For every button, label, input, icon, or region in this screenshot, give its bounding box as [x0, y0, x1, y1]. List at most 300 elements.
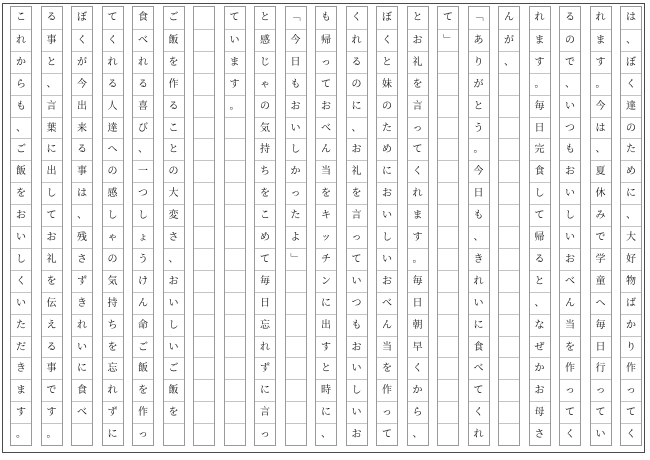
manuscript-cell: れ — [469, 270, 489, 293]
manuscript-cell: 、 — [347, 117, 367, 140]
manuscript-cell: の — [103, 160, 123, 183]
manuscript-cell — [194, 182, 214, 205]
manuscript-cell: し — [42, 182, 62, 205]
manuscript-cell: 喜 — [133, 95, 153, 118]
manuscript-cell: 時 — [316, 379, 336, 402]
manuscript-cell — [499, 182, 519, 205]
manuscript-cell: っ — [347, 226, 367, 249]
manuscript-column — [376, 6, 398, 446]
manuscript-cell: い — [72, 336, 92, 359]
manuscript-cell: 食 — [530, 160, 550, 183]
manuscript-cell: く — [103, 29, 123, 52]
manuscript-cell: の — [255, 95, 275, 118]
manuscript-cell: 、 — [72, 204, 92, 227]
manuscript-cell: れ — [469, 423, 489, 446]
manuscript-cell: く — [72, 29, 92, 52]
manuscript-cell: 忘 — [255, 314, 275, 337]
manuscript-cell: 出 — [72, 95, 92, 118]
manuscript-cell: を — [408, 73, 428, 96]
manuscript-cell — [499, 423, 519, 446]
manuscript-cell — [438, 248, 458, 271]
manuscript-cell: け — [133, 270, 153, 293]
manuscript-cell — [286, 336, 306, 359]
manuscript-cell — [225, 248, 245, 271]
manuscript-cell: い — [560, 182, 580, 205]
manuscript-cell: い — [164, 336, 184, 359]
manuscript-cell: 、 — [621, 204, 641, 227]
manuscript-cell: き — [72, 292, 92, 315]
manuscript-column — [71, 6, 93, 446]
manuscript-cell — [499, 95, 519, 118]
manuscript-cell: 言 — [255, 401, 275, 424]
manuscript-cell: し — [103, 204, 123, 227]
manuscript-cell: 、 — [164, 248, 184, 271]
manuscript-cell: に — [469, 314, 489, 337]
manuscript-cell — [194, 379, 214, 402]
manuscript-cell: ご — [168, 12, 179, 23]
manuscript-cell: れ — [255, 336, 275, 359]
manuscript-cell: し — [286, 138, 306, 161]
manuscript-cell: 持 — [255, 138, 275, 161]
manuscript-cell: 学 — [591, 248, 611, 271]
manuscript-cell: し — [560, 204, 580, 227]
manuscript-cell — [438, 379, 458, 402]
manuscript-cell: る — [46, 12, 57, 23]
manuscript-cell: 、 — [621, 29, 641, 52]
manuscript-cell: 飯 — [133, 357, 153, 380]
manuscript-cell: 飯 — [11, 160, 31, 183]
manuscript-cell: 行 — [591, 357, 611, 380]
manuscript-cell: す — [42, 401, 62, 424]
manuscript-cell: に — [347, 95, 367, 118]
manuscript-cell — [438, 292, 458, 315]
manuscript-cell: っ — [255, 423, 275, 446]
manuscript-cell: も — [11, 95, 31, 118]
manuscript-column — [346, 6, 368, 446]
manuscript-cell: と — [42, 51, 62, 74]
manuscript-cell: る — [133, 73, 153, 96]
manuscript-cell: か — [11, 51, 31, 74]
manuscript-column — [254, 6, 276, 446]
manuscript-cell: も — [469, 204, 489, 227]
manuscript-cell: ま — [591, 29, 611, 52]
manuscript-cell: ま — [11, 379, 31, 402]
manuscript-cell — [194, 423, 214, 446]
manuscript-cell: 、 — [316, 423, 336, 446]
manuscript-cell: い — [11, 292, 31, 315]
manuscript-cell: い — [347, 401, 367, 424]
manuscript-cell: キ — [316, 204, 336, 227]
manuscript-cell: ょ — [133, 226, 153, 249]
manuscript-cell: ﹂ — [286, 248, 306, 271]
manuscript-cell: っ — [377, 401, 397, 424]
manuscript-cell: い — [286, 117, 306, 140]
manuscript-cell: 物 — [621, 270, 641, 293]
manuscript-cell: す — [530, 51, 550, 74]
manuscript-cell: な — [530, 314, 550, 337]
manuscript-cell: 日 — [469, 182, 489, 205]
manuscript-cell: た — [621, 138, 641, 161]
manuscript-cell: て — [591, 401, 611, 424]
manuscript-cell: る — [103, 73, 123, 96]
manuscript-cell: へ — [591, 292, 611, 315]
manuscript-cell: ぼ — [621, 51, 641, 74]
manuscript-cell: お — [377, 182, 397, 205]
manuscript-cell: べ — [133, 29, 153, 52]
manuscript-column — [41, 6, 63, 446]
manuscript-cell: て — [530, 204, 550, 227]
manuscript-cell: 達 — [103, 117, 123, 140]
manuscript-cell — [194, 138, 214, 161]
manuscript-cell: る — [347, 51, 367, 74]
manuscript-cell: か — [408, 379, 428, 402]
manuscript-cell — [438, 204, 458, 227]
manuscript-cell: 飯 — [164, 379, 184, 402]
manuscript-cell: に — [316, 401, 336, 424]
manuscript-cell — [438, 138, 458, 161]
manuscript-cell — [499, 379, 519, 402]
manuscript-cell: ぜ — [530, 336, 550, 359]
manuscript-cell: ン — [316, 270, 336, 293]
manuscript-cell: 一 — [133, 160, 153, 183]
manuscript-cell — [225, 117, 245, 140]
manuscript-cell: 言 — [42, 95, 62, 118]
manuscript-cell: め — [255, 226, 275, 249]
manuscript-cell: て — [229, 12, 240, 23]
manuscript-cell: 人 — [103, 95, 123, 118]
manuscript-cell: さ — [530, 423, 550, 446]
manuscript-cell: を — [42, 270, 62, 293]
manuscript-cell: に — [316, 292, 336, 315]
manuscript-cell: に — [103, 423, 123, 446]
manuscript-cell — [225, 292, 245, 315]
manuscript-cell: べ — [316, 117, 336, 140]
manuscript-cell — [438, 314, 458, 337]
manuscript-cell: 。 — [11, 423, 31, 446]
manuscript-cell — [438, 117, 458, 140]
manuscript-cell: く — [11, 270, 31, 293]
manuscript-cell: 朝 — [408, 314, 428, 337]
manuscript-cell: 今 — [469, 160, 489, 183]
manuscript-cell: 忘 — [103, 357, 123, 380]
manuscript-cell: も — [321, 12, 331, 23]
manuscript-cell: お — [316, 95, 336, 118]
manuscript-cell: 持 — [103, 292, 123, 315]
manuscript-column — [407, 6, 429, 446]
manuscript-cell — [499, 357, 519, 380]
manuscript-cell: い — [560, 226, 580, 249]
manuscript-cell: 。 — [591, 73, 611, 96]
manuscript-cell — [438, 226, 458, 249]
manuscript-cell: れ — [534, 12, 545, 23]
manuscript-cell — [286, 292, 306, 315]
manuscript-cell: る — [565, 12, 575, 23]
manuscript-column — [10, 6, 32, 446]
manuscript-cell: っ — [316, 51, 336, 74]
manuscript-cell: い — [591, 423, 611, 446]
manuscript-cell: 事 — [42, 29, 62, 52]
manuscript-cell: ま — [530, 29, 550, 52]
manuscript-cell: チ — [316, 248, 336, 271]
manuscript-cell: て — [560, 401, 580, 424]
manuscript-cell: 帰 — [316, 29, 336, 52]
manuscript-cell: っ — [408, 117, 428, 140]
manuscript-cell: く — [469, 401, 489, 424]
manuscript-cell: は — [591, 117, 611, 140]
manuscript-cell: 変 — [164, 204, 184, 227]
manuscript-cell: れ — [11, 29, 31, 52]
manuscript-cell — [225, 270, 245, 293]
manuscript-cell: べ — [469, 357, 489, 380]
manuscript-cell — [499, 73, 519, 96]
manuscript-cell: お — [530, 379, 550, 402]
manuscript-cell: 作 — [560, 357, 580, 380]
manuscript-cell: し — [530, 182, 550, 205]
manuscript-cell: 、 — [469, 226, 489, 249]
manuscript-cell: を — [164, 401, 184, 424]
manuscript-cell: く — [621, 423, 641, 446]
manuscript-cell — [194, 270, 214, 293]
manuscript-cell: 、 — [499, 51, 519, 74]
manuscript-cell: お — [164, 270, 184, 293]
manuscript-cell — [225, 160, 245, 183]
manuscript-cell: 好 — [621, 248, 641, 271]
manuscript-cell: 母 — [530, 401, 550, 424]
manuscript-cell — [499, 401, 519, 424]
manuscript-cell: い — [377, 204, 397, 227]
manuscript-cell — [438, 182, 458, 205]
manuscript-cell: 今 — [286, 29, 306, 52]
manuscript-cell: え — [42, 314, 62, 337]
manuscript-cell — [72, 423, 92, 446]
manuscript-cell: す — [408, 226, 428, 249]
manuscript-cell: き — [469, 248, 489, 271]
manuscript-cell: み — [591, 204, 611, 227]
manuscript-cell: 礼 — [408, 51, 428, 74]
manuscript-cell: も — [286, 73, 306, 96]
manuscript-cell: 、 — [11, 117, 31, 140]
manuscript-cell — [499, 204, 519, 227]
manuscript-cell: で — [42, 379, 62, 402]
manuscript-cell: い — [11, 226, 31, 249]
manuscript-cell: 食 — [469, 336, 489, 359]
manuscript-cell: と — [412, 12, 423, 23]
manuscript-cell: い — [225, 29, 245, 52]
manuscript-cell: 出 — [42, 160, 62, 183]
manuscript-cell: し — [164, 314, 184, 337]
manuscript-cell — [438, 73, 458, 96]
manuscript-column — [102, 6, 124, 446]
manuscript-cell: ま — [408, 204, 428, 227]
manuscript-cell: の — [164, 160, 184, 183]
manuscript-cell: ち — [103, 314, 123, 337]
manuscript-cell: き — [11, 357, 31, 380]
manuscript-cell — [286, 314, 306, 337]
manuscript-cell: で — [591, 226, 611, 249]
manuscript-cell — [225, 357, 245, 380]
manuscript-cell: 。 — [408, 248, 428, 271]
manuscript-cell: 作 — [621, 357, 641, 380]
manuscript-cell: く — [560, 423, 580, 446]
manuscript-cell — [225, 226, 245, 249]
manuscript-cell: し — [377, 226, 397, 249]
manuscript-cell — [499, 226, 519, 249]
manuscript-cell: 作 — [133, 401, 153, 424]
manuscript-cell — [194, 7, 214, 29]
manuscript-cell: べ — [72, 401, 92, 424]
manuscript-cell: つ — [560, 117, 580, 140]
manuscript-cell: 言 — [408, 95, 428, 118]
manuscript-cell — [225, 204, 245, 227]
manuscript-cell: 当 — [377, 336, 397, 359]
manuscript-cell: っ — [133, 423, 153, 446]
manuscript-cell: が — [72, 51, 92, 74]
manuscript-cell: く — [621, 73, 641, 96]
manuscript-cell — [194, 160, 214, 183]
manuscript-cell: 礼 — [42, 248, 62, 271]
manuscript-cell — [194, 248, 214, 271]
manuscript-cell: す — [11, 401, 31, 424]
manuscript-cell: お — [347, 423, 367, 446]
manuscript-cell: が — [469, 73, 489, 96]
manuscript-cell: 、 — [530, 292, 550, 315]
manuscript-cell: ず — [103, 401, 123, 424]
manuscript-cell: 。 — [530, 73, 550, 96]
manuscript-column — [620, 6, 642, 446]
manuscript-cell: れ — [133, 51, 153, 74]
manuscript-cell: を — [133, 379, 153, 402]
manuscript-cell: 。 — [469, 138, 489, 161]
manuscript-cell — [438, 95, 458, 118]
manuscript-cell: 。 — [225, 95, 245, 118]
manuscript-cell: 毎 — [408, 270, 428, 293]
manuscript-cell — [194, 336, 214, 359]
manuscript-cell: て — [42, 204, 62, 227]
manuscript-cell: て — [107, 12, 118, 23]
manuscript-cell: っ — [621, 379, 641, 402]
manuscript-cell — [286, 423, 306, 446]
manuscript-cell: よ — [286, 226, 306, 249]
manuscript-column — [559, 6, 581, 446]
manuscript-cell: れ — [347, 29, 367, 52]
manuscript-cell: が — [499, 29, 519, 52]
manuscript-cell: す — [316, 336, 336, 359]
manuscript-cell: を — [347, 182, 367, 205]
manuscript-cell: 、 — [133, 138, 153, 161]
manuscript-cell: 日 — [591, 336, 611, 359]
manuscript-cell: れ — [103, 379, 123, 402]
manuscript-cell: ゃ — [103, 226, 123, 249]
manuscript-cell — [225, 314, 245, 337]
manuscript-cell: ち — [255, 160, 275, 183]
manuscript-cell: て — [377, 423, 397, 446]
manuscript-cell — [225, 401, 245, 424]
manuscript-cell: い — [560, 95, 580, 118]
manuscript-cell: ん — [504, 12, 514, 23]
manuscript-cell: 命 — [133, 314, 153, 337]
manuscript-cell: と — [164, 138, 184, 161]
manuscript-cell: お — [377, 270, 397, 293]
manuscript-cell: ﹁ — [473, 12, 484, 23]
manuscript-cell: と — [530, 270, 550, 293]
manuscript-cell — [438, 401, 458, 424]
manuscript-column — [468, 6, 490, 446]
manuscript-cell: こ — [255, 204, 275, 227]
manuscript-cell: ぼ — [77, 12, 87, 23]
manuscript-cell: 事 — [42, 357, 62, 380]
manuscript-cell: く — [408, 160, 428, 183]
manuscript-cell: 毎 — [530, 95, 550, 118]
manuscript-cell — [194, 204, 214, 227]
manuscript-cell: る — [42, 336, 62, 359]
manuscript-cell: つ — [347, 292, 367, 315]
manuscript-cell: う — [469, 117, 489, 140]
manuscript-cell: ﹂ — [438, 29, 458, 52]
manuscript-cell — [225, 423, 245, 446]
manuscript-cell: お — [347, 138, 367, 161]
manuscript-cell: っ — [286, 182, 306, 205]
manuscript-cell — [286, 401, 306, 424]
manuscript-cell: と — [260, 12, 270, 23]
manuscript-cell: 毎 — [591, 314, 611, 337]
manuscript-cell: 日 — [255, 292, 275, 315]
manuscript-cell: 事 — [72, 160, 92, 183]
manuscript-cell — [286, 379, 306, 402]
manuscript-cell: 童 — [591, 270, 611, 293]
manuscript-cell: 日 — [286, 51, 306, 74]
manuscript-cell: ご — [11, 138, 31, 161]
manuscript-cell — [499, 292, 519, 315]
manuscript-cell: く — [377, 29, 397, 52]
manuscript-cell — [499, 117, 519, 140]
manuscript-cell: て — [443, 12, 453, 23]
manuscript-cell: を — [560, 336, 580, 359]
manuscript-cell: に — [255, 379, 275, 402]
manuscript-cell: さ — [72, 248, 92, 271]
manuscript-cell: 食 — [138, 12, 148, 23]
manuscript-cell: 大 — [164, 182, 184, 205]
manuscript-cell: と — [469, 95, 489, 118]
manuscript-cell: 作 — [164, 73, 184, 96]
manuscript-cell — [286, 270, 306, 293]
manuscript-cell — [194, 95, 214, 118]
manuscript-cell: べ — [377, 292, 397, 315]
manuscript-cell: し — [133, 204, 153, 227]
manuscript-cell: 日 — [530, 117, 550, 140]
manuscript-cell: れ — [595, 12, 606, 23]
manuscript-cell: あ — [469, 29, 489, 52]
manuscript-cell: り — [469, 51, 489, 74]
manuscript-cell — [194, 314, 214, 337]
manuscript-cell: て — [316, 73, 336, 96]
manuscript-cell: ぼ — [382, 12, 392, 23]
manuscript-cell: お — [347, 336, 367, 359]
manuscript-cell: 。 — [42, 423, 62, 446]
manuscript-cell: に — [621, 182, 641, 205]
manuscript-cell: れ — [72, 314, 92, 337]
manuscript-column — [285, 6, 307, 446]
manuscript-column — [132, 6, 154, 446]
manuscript-column — [163, 6, 185, 446]
manuscript-cell: し — [11, 248, 31, 271]
manuscript-cell: い — [347, 270, 367, 293]
manuscript-cell: 今 — [591, 95, 611, 118]
manuscript-cell: る — [164, 95, 184, 118]
manuscript-cell: さ — [164, 226, 184, 249]
manuscript-cell — [499, 160, 519, 183]
manuscript-column — [498, 6, 520, 446]
manuscript-cell: 感 — [103, 182, 123, 205]
